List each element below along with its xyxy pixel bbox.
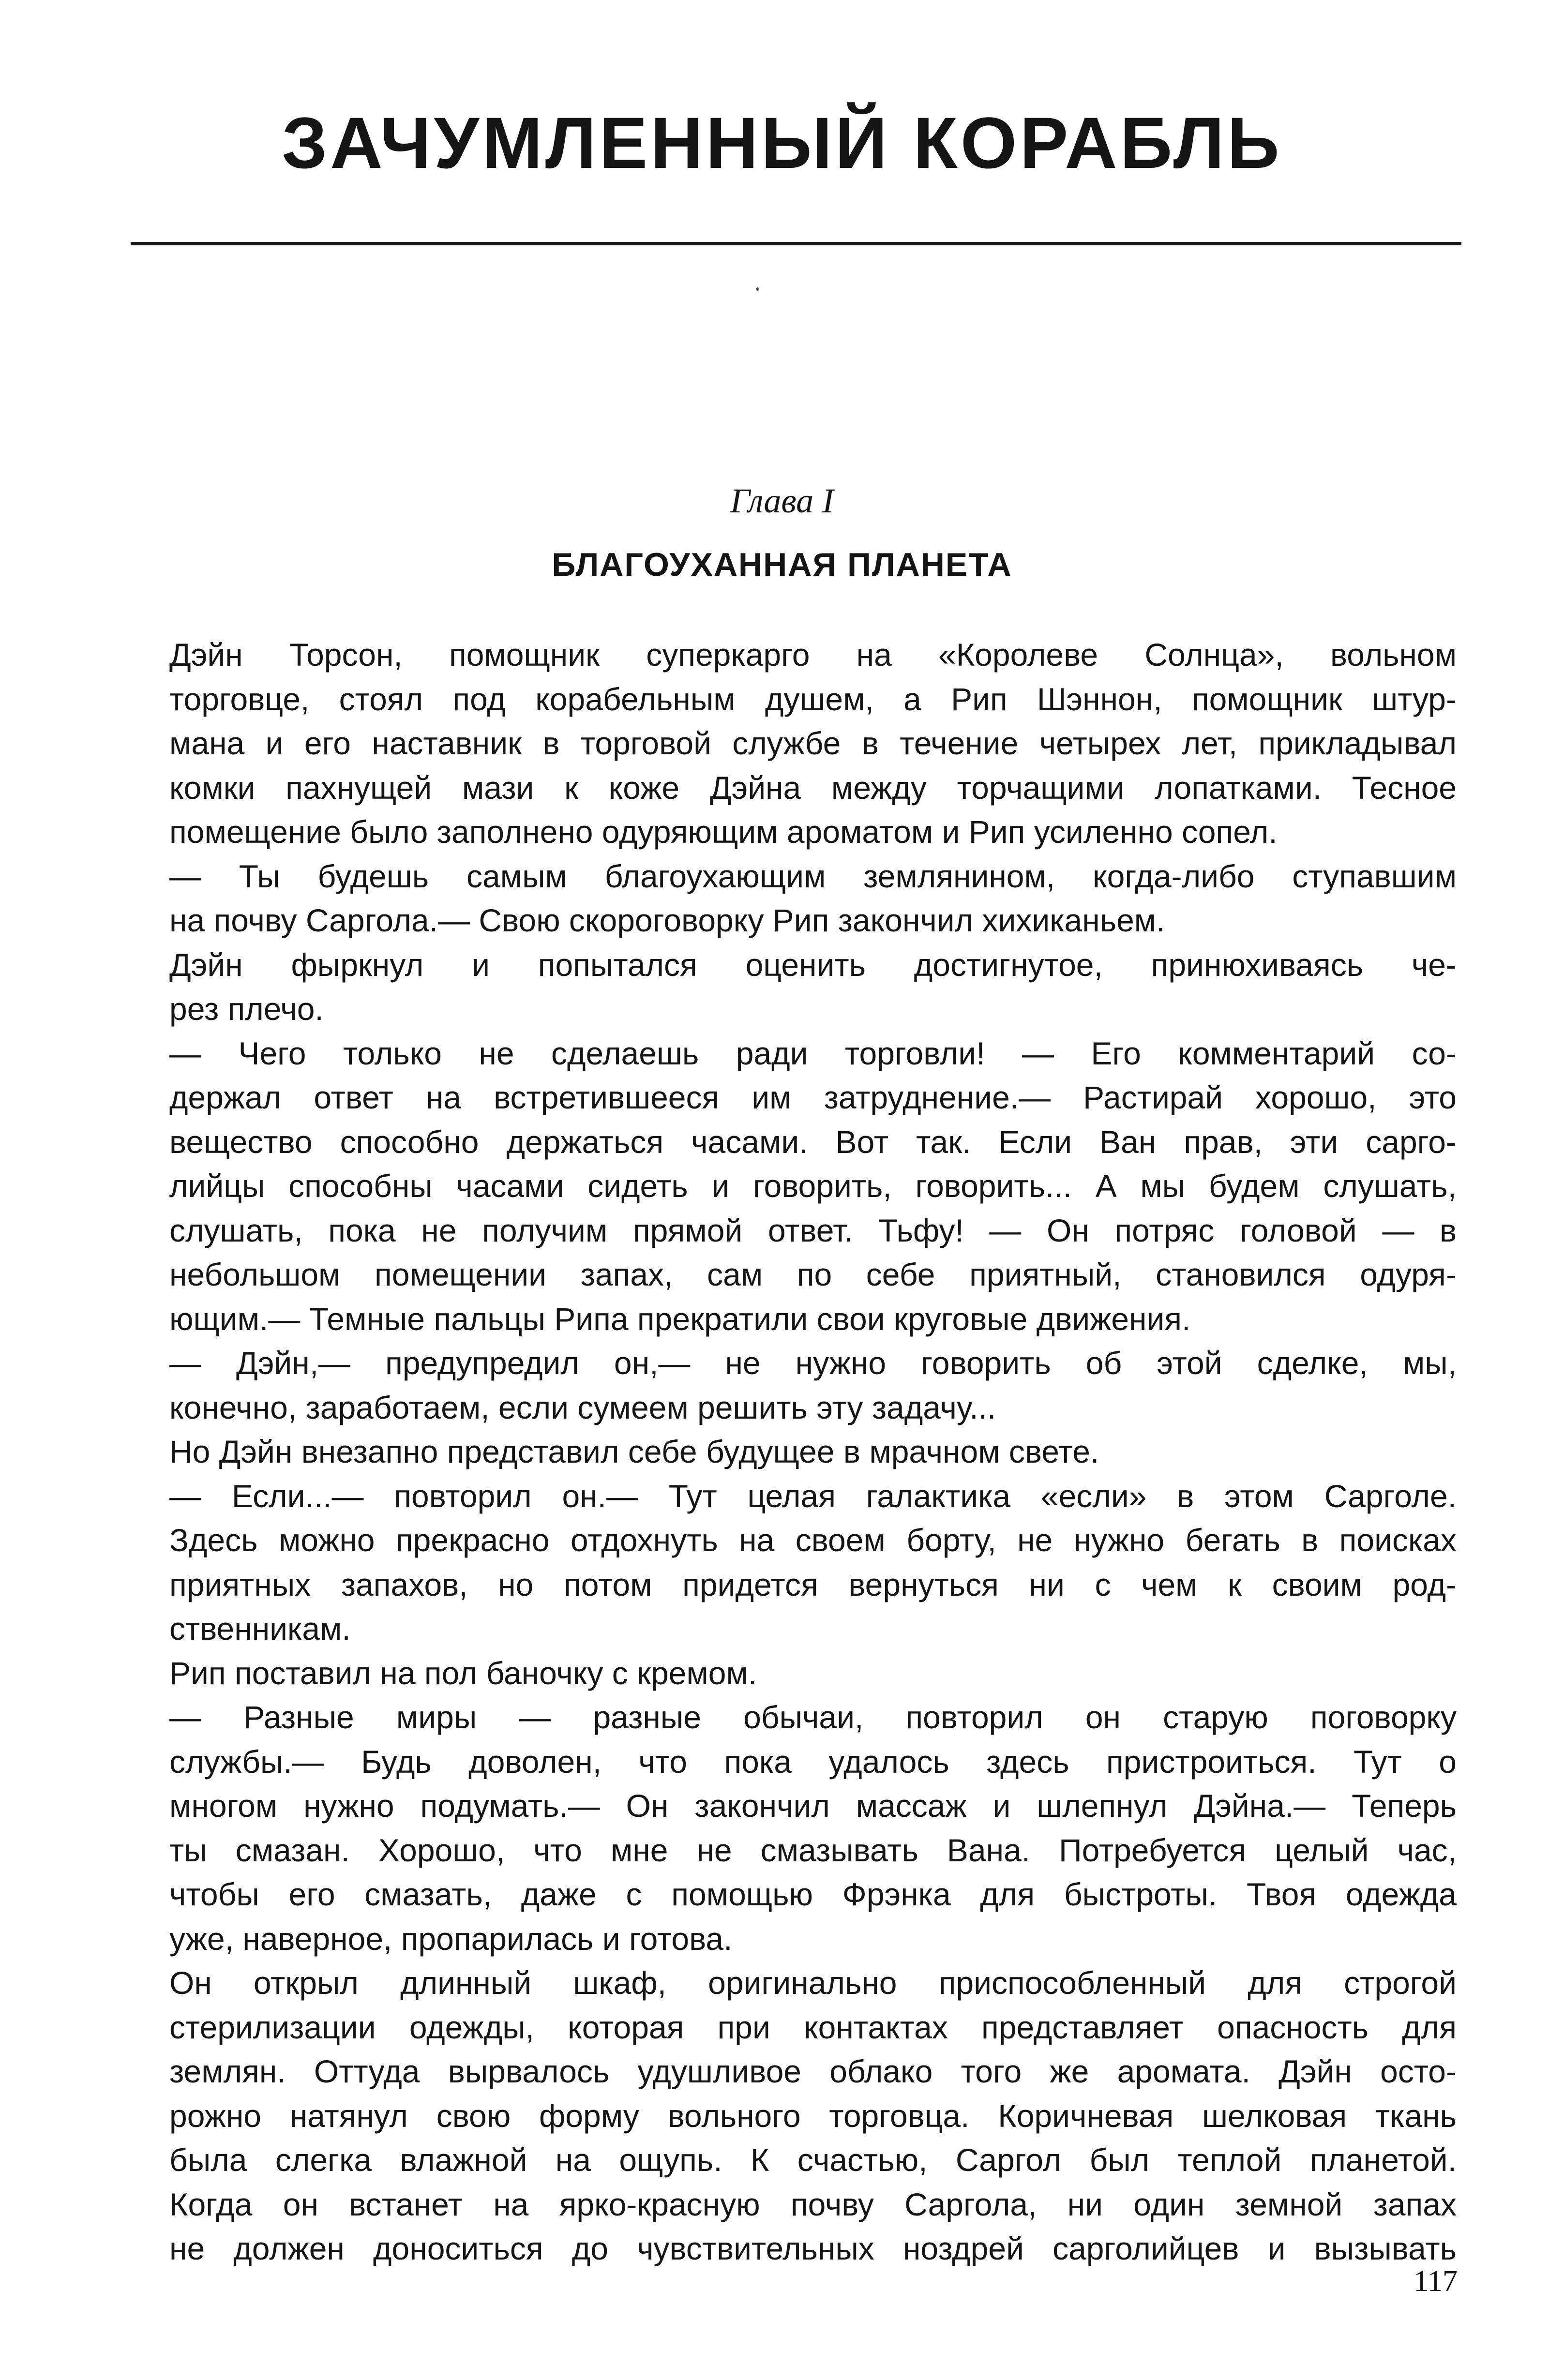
text-line: уже, наверное, пропарилась и готова. [169, 1920, 733, 1957]
text-line: землян. Оттуда вырвалось удушливое облако того же аромата. Дэйн осто- [169, 2053, 1457, 2089]
text-line: не должен доноситься до чувствительных ноздрей сарголийцев и вызывать [169, 2230, 1457, 2266]
text-line: слушать, пока не получим прямой ответ. Тьфу! — Он потряс головой — в [169, 1212, 1457, 1248]
title-divider [131, 242, 1461, 245]
text-line: лийцы способны часами сидеть и говорить, говорить... А мы будем слушать, [169, 1168, 1457, 1204]
text-line: — Чего только не сделаешь ради торговли! — Его комментарий со- [169, 1035, 1457, 1071]
text-line: небольшом помещении запах, сам по себе приятный, становился одуря- [169, 1257, 1457, 1292]
text-line: держал ответ на встретившееся им затруднение.— Растирай хорошо, это [169, 1079, 1457, 1115]
text-line: Он открыл длинный шкаф, оригинально приспособленный для строгой [169, 1965, 1457, 2001]
text-line: многом нужно подумать.— Он закончил массаж и шлепнул Дэйна.— Теперь [169, 1788, 1457, 1824]
text-line: — Разные миры — разные обычаи, повторил он старую поговорку [169, 1699, 1457, 1735]
book-title: ЗАЧУМЛЕННЫЙ КОРАБЛЬ [282, 102, 1282, 183]
text-line: ты смазан. Хорошо, что мне не смазывать Вана. Потребуется целый час, [169, 1832, 1457, 1868]
print-speck [756, 287, 759, 291]
text-line: была слегка влажной на ощупь. К счастью, Саргол был теплой планетой. [169, 2142, 1457, 2178]
chapter-title: БЛАГОУХАННАЯ ПЛАНЕТА [552, 546, 1012, 583]
text-line: чтобы его смазать, даже с помощью Фрэнка для быстроты. Твоя одежда [169, 1876, 1457, 1912]
text-line: Дэйн Торсон, помощник суперкарго на «Королеве Солнца», вольном [169, 637, 1457, 673]
text-line: ственникам. [169, 1611, 351, 1647]
chapter-label: Глава I [730, 481, 834, 520]
text-line: конечно, заработаем, если сумеем решить эту задачу... [169, 1389, 996, 1425]
page-number: 117 [1414, 2265, 1458, 2298]
text-line: мана и его наставник в торговой службе в течение четырех лет, прикладывал [169, 725, 1457, 761]
text-line: — Дэйн,— предупредил он,— не нужно говорить об этой сделке, мы, [169, 1345, 1457, 1381]
text-line: службы.— Будь доволен, что пока удалось здесь пристроиться. Тут о [169, 1743, 1457, 1780]
text-line: — Если...— повторил он.— Тут целая галактика «если» в этом Сарголе. [169, 1478, 1457, 1514]
text-line: торговце, стоял под корабельным душем, а Рип Шэннон, помощник штур- [169, 681, 1457, 717]
text-line: рожно натянул свою форму вольного торговца. Коричневая шелковая ткань [169, 2097, 1457, 2134]
body-text [169, 633, 1457, 2271]
text-line: помещение было заполнено одуряющим ароматом и Рип усиленно сопел. [169, 814, 1278, 850]
text-line: Когда он встанет на ярко-красную почву Саргола, ни один земной запах [169, 2186, 1457, 2222]
text-line: — Ты будешь самым благоухающим землянином, когда-либо ступавшим [169, 858, 1457, 894]
text-line: вещество способно держаться часами. Вот так. Если Ван прав, эти сарго- [169, 1123, 1457, 1160]
text-line: на почву Саргола.— Свою скороговорку Рип закончил хихиканьем. [169, 902, 1165, 938]
text-line: комки пахнущей мази к коже Дэйна между торчащими лопатками. Тесное [169, 769, 1457, 806]
text-line: Здесь можно прекрасно отдохнуть на своем борту, не нужно бегать в поисках [169, 1522, 1457, 1558]
text-line: приятных запахов, но потом придется вернуться ни с чем к своим род- [169, 1566, 1457, 1602]
text-line: рез плечо. [169, 991, 324, 1027]
text-line: Дэйн фыркнул и попытался оценить достигнутое, принюхиваясь че- [169, 946, 1457, 983]
text-line: Но Дэйн внезапно представил себе будущее в мрачном свете. [169, 1434, 1099, 1469]
text-line: Рип поставил на пол баночку с кремом. [169, 1655, 757, 1691]
text-line: стерилизации одежды, которая при контактах представляет опасность для [169, 2009, 1457, 2045]
text-line: ющим.— Темные пальцы Рипа прекратили свои круговые движения. [169, 1301, 1191, 1337]
